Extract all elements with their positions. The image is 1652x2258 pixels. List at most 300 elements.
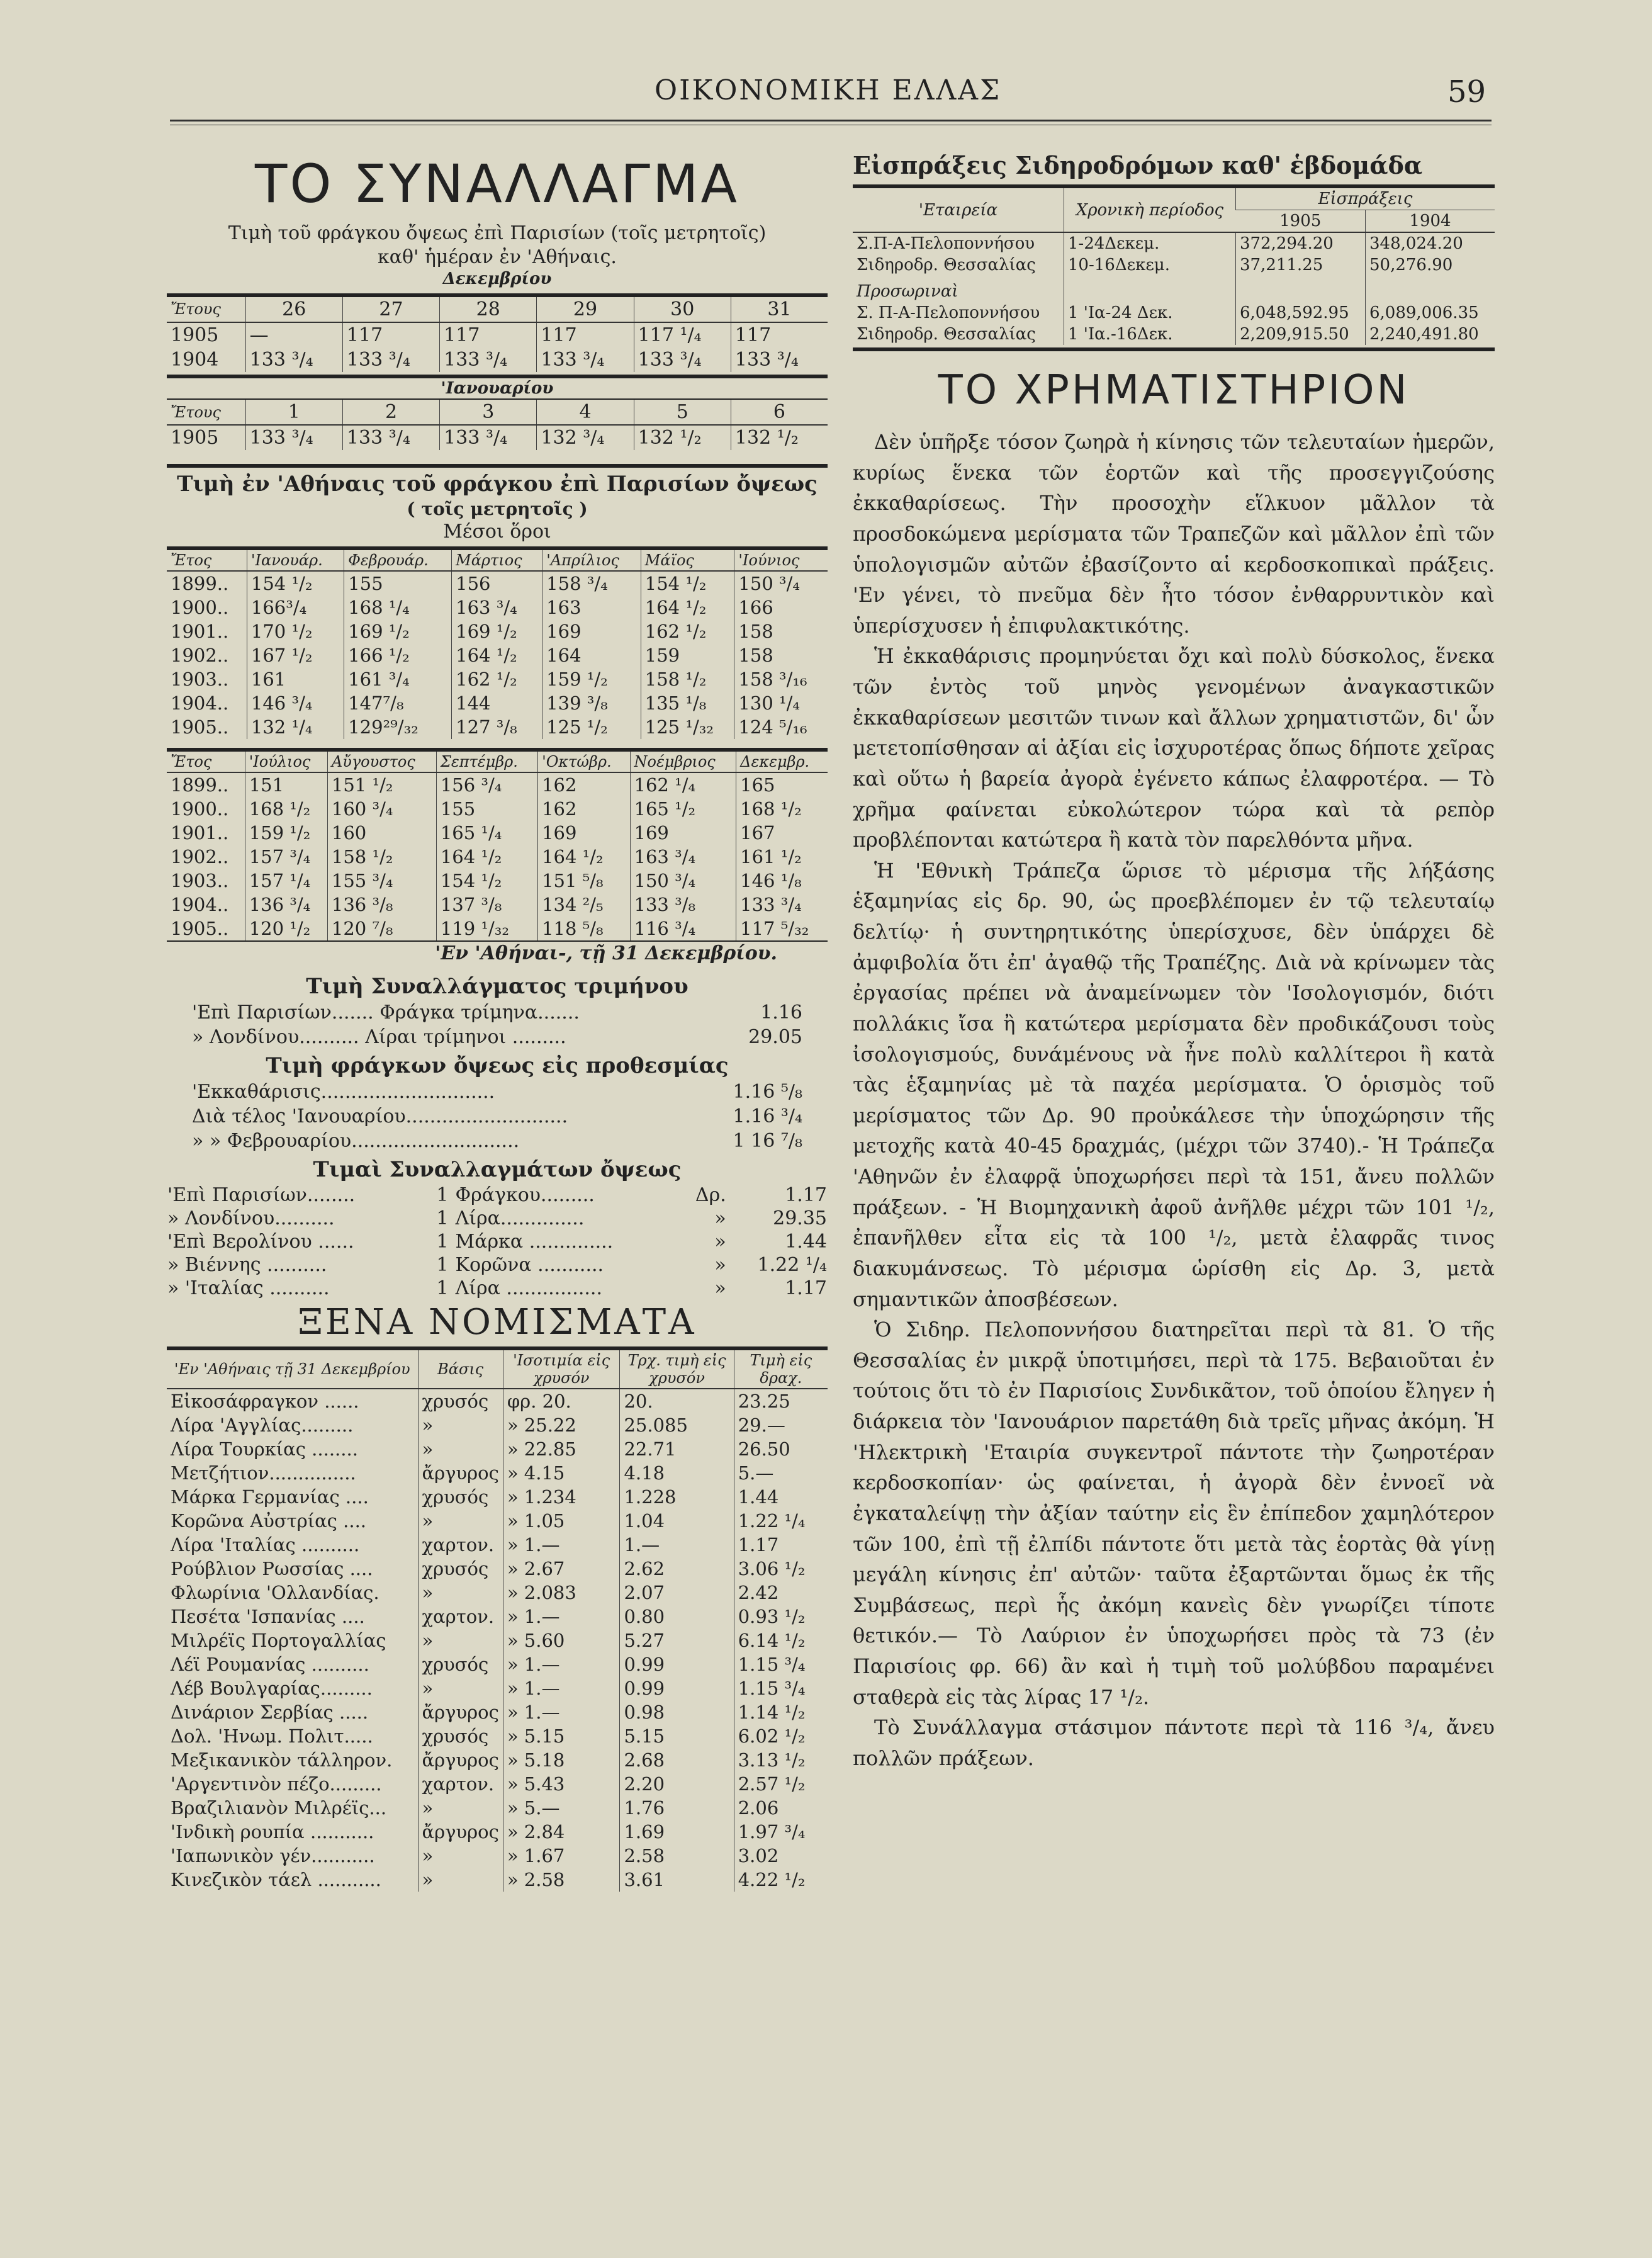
coin-cell: » 5.18 <box>503 1748 620 1772</box>
coin-cell: 2.20 <box>620 1772 734 1796</box>
sight-cell: 1 <box>436 1254 449 1276</box>
coin-cell: 1.76 <box>620 1796 734 1820</box>
year-header: 1905 <box>1235 210 1365 233</box>
avg-cell: 164 ¹/₂ <box>641 596 734 619</box>
coin-name: Κινεζικὸν τάελ ........... <box>171 1869 381 1890</box>
year-cell: 1902.. <box>171 845 229 867</box>
month-header: 'Απρίλιος <box>542 548 641 571</box>
avg-cell: 169 <box>630 821 736 845</box>
table-row <box>167 1676 828 1700</box>
coin-cell: 5.— <box>734 1461 828 1485</box>
avg-cell: 154 ¹/₂ <box>641 571 734 596</box>
avg-cell: 169 ¹/₂ <box>344 619 452 643</box>
avg-title-3: Μέσοι ὅροι <box>443 521 551 543</box>
avg-cell: 120 ⁷/₈ <box>327 917 436 940</box>
table-row <box>167 1724 828 1748</box>
avg-cell: 120 ¹/₂ <box>245 917 327 940</box>
company-header: 'Εταιρεία <box>853 186 1064 232</box>
page-number: 59 <box>1447 74 1486 110</box>
table-row <box>167 1700 828 1724</box>
coin-cell: 0.80 <box>620 1605 734 1629</box>
avg-cell: 167 <box>736 821 828 845</box>
avg-cell: 136 ³/₄ <box>245 893 327 917</box>
table-row <box>167 1533 828 1557</box>
provisional-label: Προσωριναὶ <box>857 282 958 301</box>
coin-name: Λίρα Τουρκίας ........ <box>171 1438 358 1460</box>
year-cell: 1902.. <box>171 644 229 666</box>
avg-cell: 164 <box>542 643 641 667</box>
coin-cell: 0.98 <box>620 1700 734 1724</box>
avg-cell: 155 <box>344 571 452 596</box>
table-row <box>167 1509 828 1533</box>
railway-cell: 37,211.25 <box>1235 254 1365 276</box>
sight-cell: 1.22 ¹/₄ <box>757 1254 827 1276</box>
table-row <box>167 1820 828 1844</box>
coin-cell: » 1.— <box>503 1700 620 1724</box>
avg-cell: 168 ¹/₄ <box>344 596 452 619</box>
avg-cell: 134 ²/₅ <box>538 893 630 917</box>
coin-cell: 1.97 ³/₄ <box>734 1820 828 1844</box>
running-header-title: ΟΙΚΟΝΟΜΙΚΗ ΕΛΛΑΣ <box>655 74 1002 106</box>
table-row <box>167 1461 828 1485</box>
year-cell: 1899.. <box>171 572 229 594</box>
rate-cell: 133 ³/₄ <box>634 347 731 372</box>
month-header: 'Ιούνιος <box>734 548 828 571</box>
period-header: Χρονικὴ περίοδος <box>1064 186 1235 232</box>
table-row <box>167 1844 828 1868</box>
coin-cell: φρ. 20. <box>503 1389 620 1413</box>
day-header: 28 <box>440 295 537 322</box>
sight-cell: 1.44 <box>785 1231 827 1253</box>
coin-name: Πεσέτα 'Ισπανίας .... <box>171 1606 365 1627</box>
coin-cell: » 5.15 <box>503 1724 620 1748</box>
year-cell: 1904.. <box>171 893 229 915</box>
avg-cell: 156 ³/₄ <box>436 772 537 797</box>
avg-cell: 154 ¹/₂ <box>247 571 344 596</box>
month-header: Ἔτος <box>167 548 247 571</box>
day-header: 6 <box>731 399 828 425</box>
monthly-avg-table-2 <box>167 748 828 940</box>
coin-cell: 22.71 <box>620 1437 734 1461</box>
table-row <box>167 797 828 821</box>
table-row <box>167 643 828 667</box>
avg-cell: 118 ⁵/₈ <box>538 917 630 940</box>
avg-cell: 146 ³/₄ <box>247 691 344 715</box>
table-row <box>167 1183 828 1207</box>
coin-cell: χρυσός <box>418 1652 503 1676</box>
day-header: 31 <box>731 295 828 322</box>
coin-cell: » <box>418 1844 503 1868</box>
avg-cell: 158 ¹/₂ <box>641 667 734 691</box>
coin-cell: 3.06 ¹/₂ <box>734 1557 828 1581</box>
day-header: 26 <box>245 295 342 322</box>
avg-cell: 158 <box>734 643 828 667</box>
coin-cell: » <box>418 1676 503 1700</box>
year-cell: 1901.. <box>171 821 229 844</box>
quarter-title: Τιμὴ Συναλλάγματος τριμήνου <box>306 974 688 999</box>
table-row <box>167 1437 828 1461</box>
coin-cell: 1.69 <box>620 1820 734 1844</box>
table-row <box>853 254 1495 276</box>
coins-header: 'Ισοτιμία εἰς χρυσόν <box>503 1348 620 1389</box>
table-row <box>853 232 1495 254</box>
coin-cell: » 4.15 <box>503 1461 620 1485</box>
avg-cell: 133 ³/₄ <box>736 893 828 917</box>
coin-cell: χαρτον. <box>418 1533 503 1557</box>
coin-cell: 1.22 ¹/₄ <box>734 1509 828 1533</box>
avg-cell: 165 ¹/₄ <box>436 821 537 845</box>
avg-title: Τιμὴ ἐν 'Αθήναις τοῦ φράγκου ἐπὶ Παρισίων ὄψεως <box>177 471 818 497</box>
coin-name: Μάρκα Γερμανίας .... <box>171 1486 369 1508</box>
sight-rate-table <box>167 1183 828 1300</box>
left-column <box>167 145 828 1892</box>
avg-cell: 161 ¹/₂ <box>736 845 828 869</box>
month-header: Μάρτιος <box>452 548 542 571</box>
avg-cell: 158 <box>734 619 828 643</box>
day-header: 2 <box>342 399 439 425</box>
monthly-avg-table-1 <box>167 546 828 739</box>
coin-cell: 26.50 <box>734 1437 828 1461</box>
sight-cell: 1 <box>436 1184 449 1206</box>
month-header: Μάϊος <box>641 548 734 571</box>
coin-name: 'Ιαπωνικὸν γέν........... <box>171 1845 375 1866</box>
avg-cell: 151 <box>245 772 327 797</box>
exchange-subtitle: Τιμὴ τοῦ φράγκου ὄψεως ἐπὶ Παρισίων (τοῖς μετρητοῖς) <box>228 222 767 244</box>
avg-cell: 163 <box>542 596 641 619</box>
coin-cell: 1.17 <box>734 1533 828 1557</box>
railway-cell: 348,024.20 <box>1365 232 1495 254</box>
day-header: 30 <box>634 295 731 322</box>
coin-cell: » <box>418 1509 503 1533</box>
exchange-subtitle-2: καθ' ἡμέραν ἐν 'Αθήναις. <box>378 246 617 268</box>
railway-cell: Σ. Π-Α-Πελοποννήσου <box>857 303 1040 322</box>
table-row <box>167 772 828 797</box>
railway-cell: 6,048,592.95 <box>1235 302 1365 324</box>
coin-cell: » 1.— <box>503 1676 620 1700</box>
rate-cell: 133 ³/₄ <box>731 347 828 372</box>
avg-cell: 137 ³/₈ <box>436 893 537 917</box>
coin-cell: » 1.05 <box>503 1509 620 1533</box>
month-header: 'Οκτώβρ. <box>538 750 630 772</box>
sight-cell: » <box>714 1207 726 1229</box>
coin-cell: » 22.85 <box>503 1437 620 1461</box>
avg-cell: 167 ¹/₂ <box>247 643 344 667</box>
avg-cell: 170 ¹/₂ <box>247 619 344 643</box>
coin-cell: 0.93 ¹/₂ <box>734 1605 828 1629</box>
coin-name: Μεξικανικὸν τάλληρον. <box>171 1749 393 1771</box>
coin-cell: 1.— <box>620 1533 734 1557</box>
year-cell: 1900.. <box>171 798 229 820</box>
month-january: 'Ιανουαρίου <box>441 378 554 398</box>
day-header: 29 <box>537 295 634 322</box>
table-row <box>167 1581 828 1605</box>
table-row <box>167 1413 828 1437</box>
avg-cell: 161 <box>247 667 344 691</box>
year-header: 1904 <box>1365 210 1495 233</box>
exchange-title: ΤΟ ΣΥΝΑΛΛΑΓΜΑ <box>255 153 739 215</box>
avg-cell: 151 ⁵/₈ <box>538 869 630 893</box>
table-row <box>167 322 828 347</box>
list-item: 'Εκκαθάρισις............................. 1.16 ⁵/₈ <box>192 1081 802 1103</box>
avg-cell: 159 ¹/₂ <box>542 667 641 691</box>
coin-name: Δολ. 'Ηνωμ. Πολιτ..... <box>171 1725 373 1747</box>
coin-cell: » 25.22 <box>503 1413 620 1437</box>
avg-cell: 151 ¹/₂ <box>327 772 436 797</box>
railway-cell: 6,089,006.35 <box>1365 302 1495 324</box>
avg-cell: 166 <box>734 596 828 619</box>
table-row <box>167 893 828 917</box>
coin-cell: χαρτον. <box>418 1605 503 1629</box>
avg-cell: 160 ³/₄ <box>327 797 436 821</box>
sight-cell: 1 <box>436 1231 449 1253</box>
avg-cell: 129²⁹/₃₂ <box>344 715 452 739</box>
avg-cell: 150 ³/₄ <box>630 869 736 893</box>
avg-cell: 161 ³/₄ <box>344 667 452 691</box>
table-row <box>167 1748 828 1772</box>
month-header: Δεκεμβρ. <box>736 750 828 772</box>
rate-cell: 117 <box>440 322 537 347</box>
avg-cell: 160 <box>327 821 436 845</box>
coin-cell: » 2.58 <box>503 1868 620 1892</box>
rate-cell: 132 ³/₄ <box>537 425 634 450</box>
article-paragraph: Ἡ 'Εθνικὴ Τράπεζα ὥρισε τὸ μέρισμα τῆς λήξάσης ἑξαμηνίας εἰς δρ. 90, ὡς προεβλέπομεν ἐν τῷ τελευταίῳ δελτίῳ· ἡ συντηρητικότης ὑπερίσχυσε, δὲν ὑπάρχει δὲ ἀμφιβολία ὅτι ἐπ' ἀγαθῷ τῆς Τραπέζης. Διὰ νὰ κρίνωμεν τὰς ἐργασίας πρέπει νὰ ἀναμείνωμεν τὸν 'Ισολογισμόν, διότι πολλάκις ἴσα ἢ κατώτερα μερίσματα δὲν προδικάζουσι τοὺς ἰσολογισμούς, δυνάμένους νὰ ἦνε πολὺ καλλίτεροι ἢ κατὰ τὰς ἑξαμηνίας μὲ τὰ παχέα μερίσματα. Ὁ ὁρισμὸς τοῦ μερίσματος τῶν Δρ. 90 προὐκάλεσε τὴν ὑποχώρησιν τῆς μετοχῆς κατὰ 40-45 δραχμάς, (μέχρι τῶν 3740).- Ἡ Τράπεζα 'Αθηνῶν ἐν ἐλαφρᾷ ὑποχωρήσει περὶ τὰ 151, ἄνευ πολλῶν πράξεων. - Ἡ Βιομηχανικὴ ἀφοῦ ἀνῆλθε μέχρι τῶν 101 ¹/₂, ἐπανῆλθεν εἶτα εἰς τὰ 100 ¹/₂, μετὰ ἐλαφρᾶς τινος διακυμάνσεως. Τὸ μέρισμα ὡρίσθη εἰς Δρ. 3, μετὰ σημαντικῶν ἀποσβέσεων. <box>853 858 1495 1311</box>
coin-name: Μιλρέϊς Πορτογαλλίας <box>171 1630 386 1651</box>
rate-cell: 133 ³/₄ <box>440 425 537 450</box>
day-header: 4 <box>537 399 634 425</box>
receipts-header: Εἰσπράξεις <box>1235 186 1495 210</box>
avg-cell: 169 <box>542 619 641 643</box>
dateline: 'Εν 'Αθήναι-, τῇ 31 Δεκεμβρίου. <box>435 942 777 964</box>
article-paragraph: Ἡ ἐκκαθάρισις προμηνύεται ὄχι καὶ πολὺ δύσκολος, ἕνεκα τῶν ἐντὸς τοῦ μηνὸς γενομένων ἀναγκαστικῶν ἐκκαθαρίσεων μεσιτῶν τινων καὶ ἄλλων χρηματιστῶν, δι' ὧν μετετοπίσθησαν αἱ ἀξίαι εἰς ἰσχυροτέρας ὅπως δήποτε χεῖρας καὶ οὕτω ἡ βαρεία ἀγορὰ ἐγένετο κάπως ἐλαφροτέρα. — Τὸ χρῆμα φαίνεται εὐκολώτερον τώρα καὶ τὰ ρεπὸρ προβλέπονται κατώτερα ἢ κατὰ τὸν παρελθόντα μῆνα. <box>853 644 1495 852</box>
coin-cell: » 1.— <box>503 1652 620 1676</box>
rate-cell: 117 <box>731 322 828 347</box>
coin-cell: ἄργυρος <box>418 1748 503 1772</box>
coin-cell: 1.44 <box>734 1485 828 1509</box>
table-row <box>167 845 828 869</box>
coin-name: Δινάριον Σερβίας ..... <box>171 1702 369 1723</box>
coin-cell: 2.58 <box>620 1844 734 1868</box>
year-cell: 1904.. <box>171 692 229 714</box>
avg-cell: 147⁷/₈ <box>344 691 452 715</box>
coin-cell: 1.14 ¹/₂ <box>734 1700 828 1724</box>
avg-cell: 165 ¹/₂ <box>630 797 736 821</box>
table-row <box>167 1557 828 1581</box>
railway-cell: Σ.Π-Α-Πελοποννήσου <box>857 234 1035 253</box>
coin-cell: 1.228 <box>620 1485 734 1509</box>
table-row <box>167 1485 828 1509</box>
year-cell: 1899.. <box>171 774 229 796</box>
coin-cell: χαρτον. <box>418 1772 503 1796</box>
coin-cell: χρυσός <box>418 1485 503 1509</box>
coin-cell: 2.62 <box>620 1557 734 1581</box>
table-row <box>167 1629 828 1652</box>
sight-cell: 1 <box>436 1207 449 1229</box>
daily-rate-table-jan <box>167 398 828 450</box>
table-row <box>167 1207 828 1230</box>
rate-cell: — <box>245 322 342 347</box>
rate-cell: 132 ¹/₂ <box>634 425 731 450</box>
coin-name: Ρούβλιον Ρωσσίας .... <box>171 1558 373 1579</box>
coin-cell: 4.18 <box>620 1461 734 1485</box>
coin-cell: 3.13 ¹/₂ <box>734 1748 828 1772</box>
avg-cell: 168 ¹/₂ <box>245 797 327 821</box>
coins-title: ΞΕΝΑ ΝΟΜΙΣΜΑΤΑ <box>298 1302 697 1343</box>
sight-cell: Δρ. <box>695 1184 726 1206</box>
avg-cell: 157 ³/₄ <box>245 845 327 869</box>
avg-cell: 125 ¹/₂ <box>542 715 641 739</box>
coin-cell: » 1.— <box>503 1533 620 1557</box>
rate-cell: 117 <box>342 322 439 347</box>
month-december: Δεκεμβρίου <box>442 269 552 288</box>
avg-cell: 162 <box>538 797 630 821</box>
coin-name: Λίρα 'Ιταλίας .......... <box>171 1534 360 1555</box>
table-row <box>167 347 828 372</box>
table-row <box>167 869 828 893</box>
table-row <box>167 1277 828 1300</box>
railway-receipts-table <box>853 184 1495 345</box>
month-header: Νοέμβριος <box>630 750 736 772</box>
avg-cell: 164 ¹/₂ <box>538 845 630 869</box>
railway-cell: 10-16Δεκεμ. <box>1064 254 1235 276</box>
avg-cell: 162 ¹/₄ <box>630 772 736 797</box>
sight-cell: 29.35 <box>773 1207 827 1229</box>
coin-cell: 1.15 ³/₄ <box>734 1676 828 1700</box>
coin-cell: 20. <box>620 1389 734 1413</box>
railway-cell: 372,294.20 <box>1235 232 1365 254</box>
sight-cell: » <box>714 1231 726 1253</box>
coin-cell: χρυσός <box>418 1724 503 1748</box>
year-cell: 1900.. <box>171 596 229 618</box>
coin-cell: » <box>418 1868 503 1892</box>
avg-cell: 116 ³/₄ <box>630 917 736 940</box>
header-rule <box>170 120 1492 121</box>
avg-cell: 155 <box>436 797 537 821</box>
coin-cell: 2.06 <box>734 1796 828 1820</box>
table-row <box>167 917 828 940</box>
sight-cell: Λίρα.............. <box>455 1207 585 1229</box>
sight-cell: Μάρκα .............. <box>455 1231 614 1253</box>
coin-cell: 3.61 <box>620 1868 734 1892</box>
coin-cell: 25.085 <box>620 1413 734 1437</box>
coin-name: 'Ινδικὴ ρουπία ........... <box>171 1821 374 1843</box>
avg-cell: 164 ¹/₂ <box>452 643 542 667</box>
right-column <box>853 145 1495 1774</box>
avg-cell: 135 ¹/₈ <box>641 691 734 715</box>
avg-cell: 130 ¹/₄ <box>734 691 828 715</box>
coin-cell: 5.15 <box>620 1724 734 1748</box>
month-header: Ἔτος <box>167 750 245 772</box>
month-header: Σεπτέμβρ. <box>436 750 537 772</box>
year-cell: 1905.. <box>171 716 229 738</box>
coin-cell: » 5.— <box>503 1796 620 1820</box>
coin-cell: » 1.67 <box>503 1844 620 1868</box>
coin-cell: 3.02 <box>734 1844 828 1868</box>
sight-cell: » <box>714 1254 726 1276</box>
list-item: » Λονδίνου.......... Λίραι τρίμηνοι ......... 29.05 <box>192 1026 802 1048</box>
year-cell: 1905.. <box>171 917 229 939</box>
year-cell: 1905 <box>171 427 219 449</box>
avg-cell: 159 <box>641 643 734 667</box>
avg-cell: 162 ¹/₂ <box>641 619 734 643</box>
bourse-title: ΤΟ ΧΡΗΜΑΤΙΣΤΗΡΙΟΝ <box>938 367 1410 414</box>
coin-name: Κορῶνα Αὐστρίας .... <box>171 1510 366 1532</box>
daily-rate-table-dec <box>167 293 828 372</box>
coins-header: 'Εν 'Αθήναις τῇ 31 Δεκεμβρίου <box>167 1348 418 1389</box>
coin-cell: » <box>418 1796 503 1820</box>
coins-header: Τρχ. τιμὴ εἰς χρυσόν <box>620 1348 734 1389</box>
coin-cell: » 2.083 <box>503 1581 620 1605</box>
rate-cell: 117 ¹/₄ <box>634 322 731 347</box>
avg-cell: 165 <box>736 772 828 797</box>
railway-cell: 1 'Ια.-16Δεκ. <box>1064 324 1235 345</box>
railway-title: Εἰσπράξεις Σιδηροδρόμων καθ' ἑβδομάδα <box>853 151 1423 179</box>
table-row <box>167 1772 828 1796</box>
avg-title-2: ( τοῖς μετρητοῖς ) <box>407 499 588 519</box>
avg-cell: 166 ¹/₂ <box>344 643 452 667</box>
table-row <box>167 691 828 715</box>
avg-cell: 159 ¹/₂ <box>245 821 327 845</box>
avg-cell: 125 ¹/₃₂ <box>641 715 734 739</box>
avg-cell: 133 ³/₈ <box>630 893 736 917</box>
article-paragraph: Ὁ Σιδηρ. Πελοποννήσου διατηρεῖται περὶ τὰ 81. Ὁ τῆς Θεσσαλίας ἐν μικρᾷ ὑποτιμήσει, περὶ τὰ 175. Βεβαιοῦται ἐν τούτοις ὅτι τὸ ἐν Παρισίοις Συνδικᾶτον, τοῦ ὁποίου ἔληγεν ἡ διάρκεια τὸν 'Ιανουάριον παρετάθη διὰ τρεῖς μῆνας ἀκόμη. Ἡ 'Ηλεκτρικὴ 'Εταιρία συγκεντροῖ πάντοτε τὴν ζωηροτέραν κερδοσκοπίαν· ὡς φαίνεται, ἡ ἀγορὰ δὲν ἐννοεῖ νὰ ἐγκαταλείψῃ τὴν ἀξίαν ταύτην εἰς ἓν ἐπίπεδον χαμηλότερον τῶν 100, ἐπὶ τῇ ἐλπίδι πάντοτε ὅτι μετὰ τὰς ἑορτὰς θὰ γίνῃ μεγάλη κίνησις ἐπ' αὐτῶν· ταῦτα ἐξαρτῶνται ὅμως ἐκ τῆς Συμβάσεως, περὶ ἧς ἀκόμη κανεὶς δὲν γνωρίζει τίποτε θετικόν.— Τὸ Λαύριον ἐν ὑποχωρήσει πρὸς τὰ 73 (ἐν Παρισίοις φρ. 66) ἂν καὶ ἡ τιμὴ τοῦ μολύβδου παραμένει σταθερὰ εἰς τὰς λίρας 17 ¹/₂. <box>853 1318 1495 1709</box>
avg-cell: 127 ³/₈ <box>452 715 542 739</box>
day-header: 3 <box>440 399 537 425</box>
coin-name: Βραζιλιανὸν Μιλρέϊς... <box>171 1797 387 1819</box>
month-header: Αὔγουστος <box>327 750 436 772</box>
avg-cell: 158 ³/₄ <box>542 571 641 596</box>
railway-cell: 1 'Ια-24 Δεκ. <box>1064 302 1235 324</box>
coin-cell: 6.02 ¹/₂ <box>734 1724 828 1748</box>
coin-cell: 0.99 <box>620 1652 734 1676</box>
article-paragraph: Τὸ Συνάλλαγμα στάσιμον πάντοτε περὶ τὰ 116 ³/₄, ἄνευ πολλῶν πράξεων. <box>853 1715 1495 1770</box>
table-row <box>167 596 828 619</box>
coins-header: Βάσις <box>418 1348 503 1389</box>
railway-cell: Σιδηροδρ. Θεσσαλίας <box>857 325 1036 344</box>
sight-cell: 1.17 <box>785 1277 827 1299</box>
railway-cell: 2,240,491.80 <box>1365 324 1495 345</box>
coin-cell: » 5.60 <box>503 1629 620 1652</box>
coin-cell: » 5.43 <box>503 1772 620 1796</box>
railway-cell: 1-24Δεκεμ. <box>1064 232 1235 254</box>
coin-cell: » 2.84 <box>503 1820 620 1844</box>
rate-cell: 133 ³/₄ <box>440 347 537 372</box>
coin-cell: » 1.— <box>503 1605 620 1629</box>
day-header: 5 <box>634 399 731 425</box>
avg-cell: 119 ¹/₃₂ <box>436 917 537 940</box>
table-row <box>853 302 1495 324</box>
forward-title: Τιμὴ φράγκων ὄψεως εἰς προθεσμίας <box>266 1053 729 1078</box>
table-row <box>167 619 828 643</box>
railway-cell: 50,276.90 <box>1365 254 1495 276</box>
table-row <box>167 821 828 845</box>
avg-cell: 166³/₄ <box>247 596 344 619</box>
sight-cell: 'Επὶ Βερολίνου ...... <box>167 1231 354 1253</box>
year-cell: 1905 <box>171 324 219 346</box>
coin-cell: 6.14 ¹/₂ <box>734 1629 828 1652</box>
year-cell: 1901.. <box>171 620 229 642</box>
table-row <box>167 667 828 691</box>
month-header: Φεβρουάρ. <box>344 548 452 571</box>
avg-cell: 136 ³/₈ <box>327 893 436 917</box>
table-row <box>167 1796 828 1820</box>
coin-name: Λέϊ Ρουμανίας .......... <box>171 1654 369 1675</box>
year-cell: 1903.. <box>171 668 229 690</box>
coin-cell: 2.42 <box>734 1581 828 1605</box>
coin-name: Μετζήτιον............... <box>171 1462 356 1484</box>
sight-cell: Λίρα ................ <box>455 1277 602 1299</box>
coin-cell: 2.57 ¹/₂ <box>734 1772 828 1796</box>
coin-cell: 23.25 <box>734 1389 828 1413</box>
